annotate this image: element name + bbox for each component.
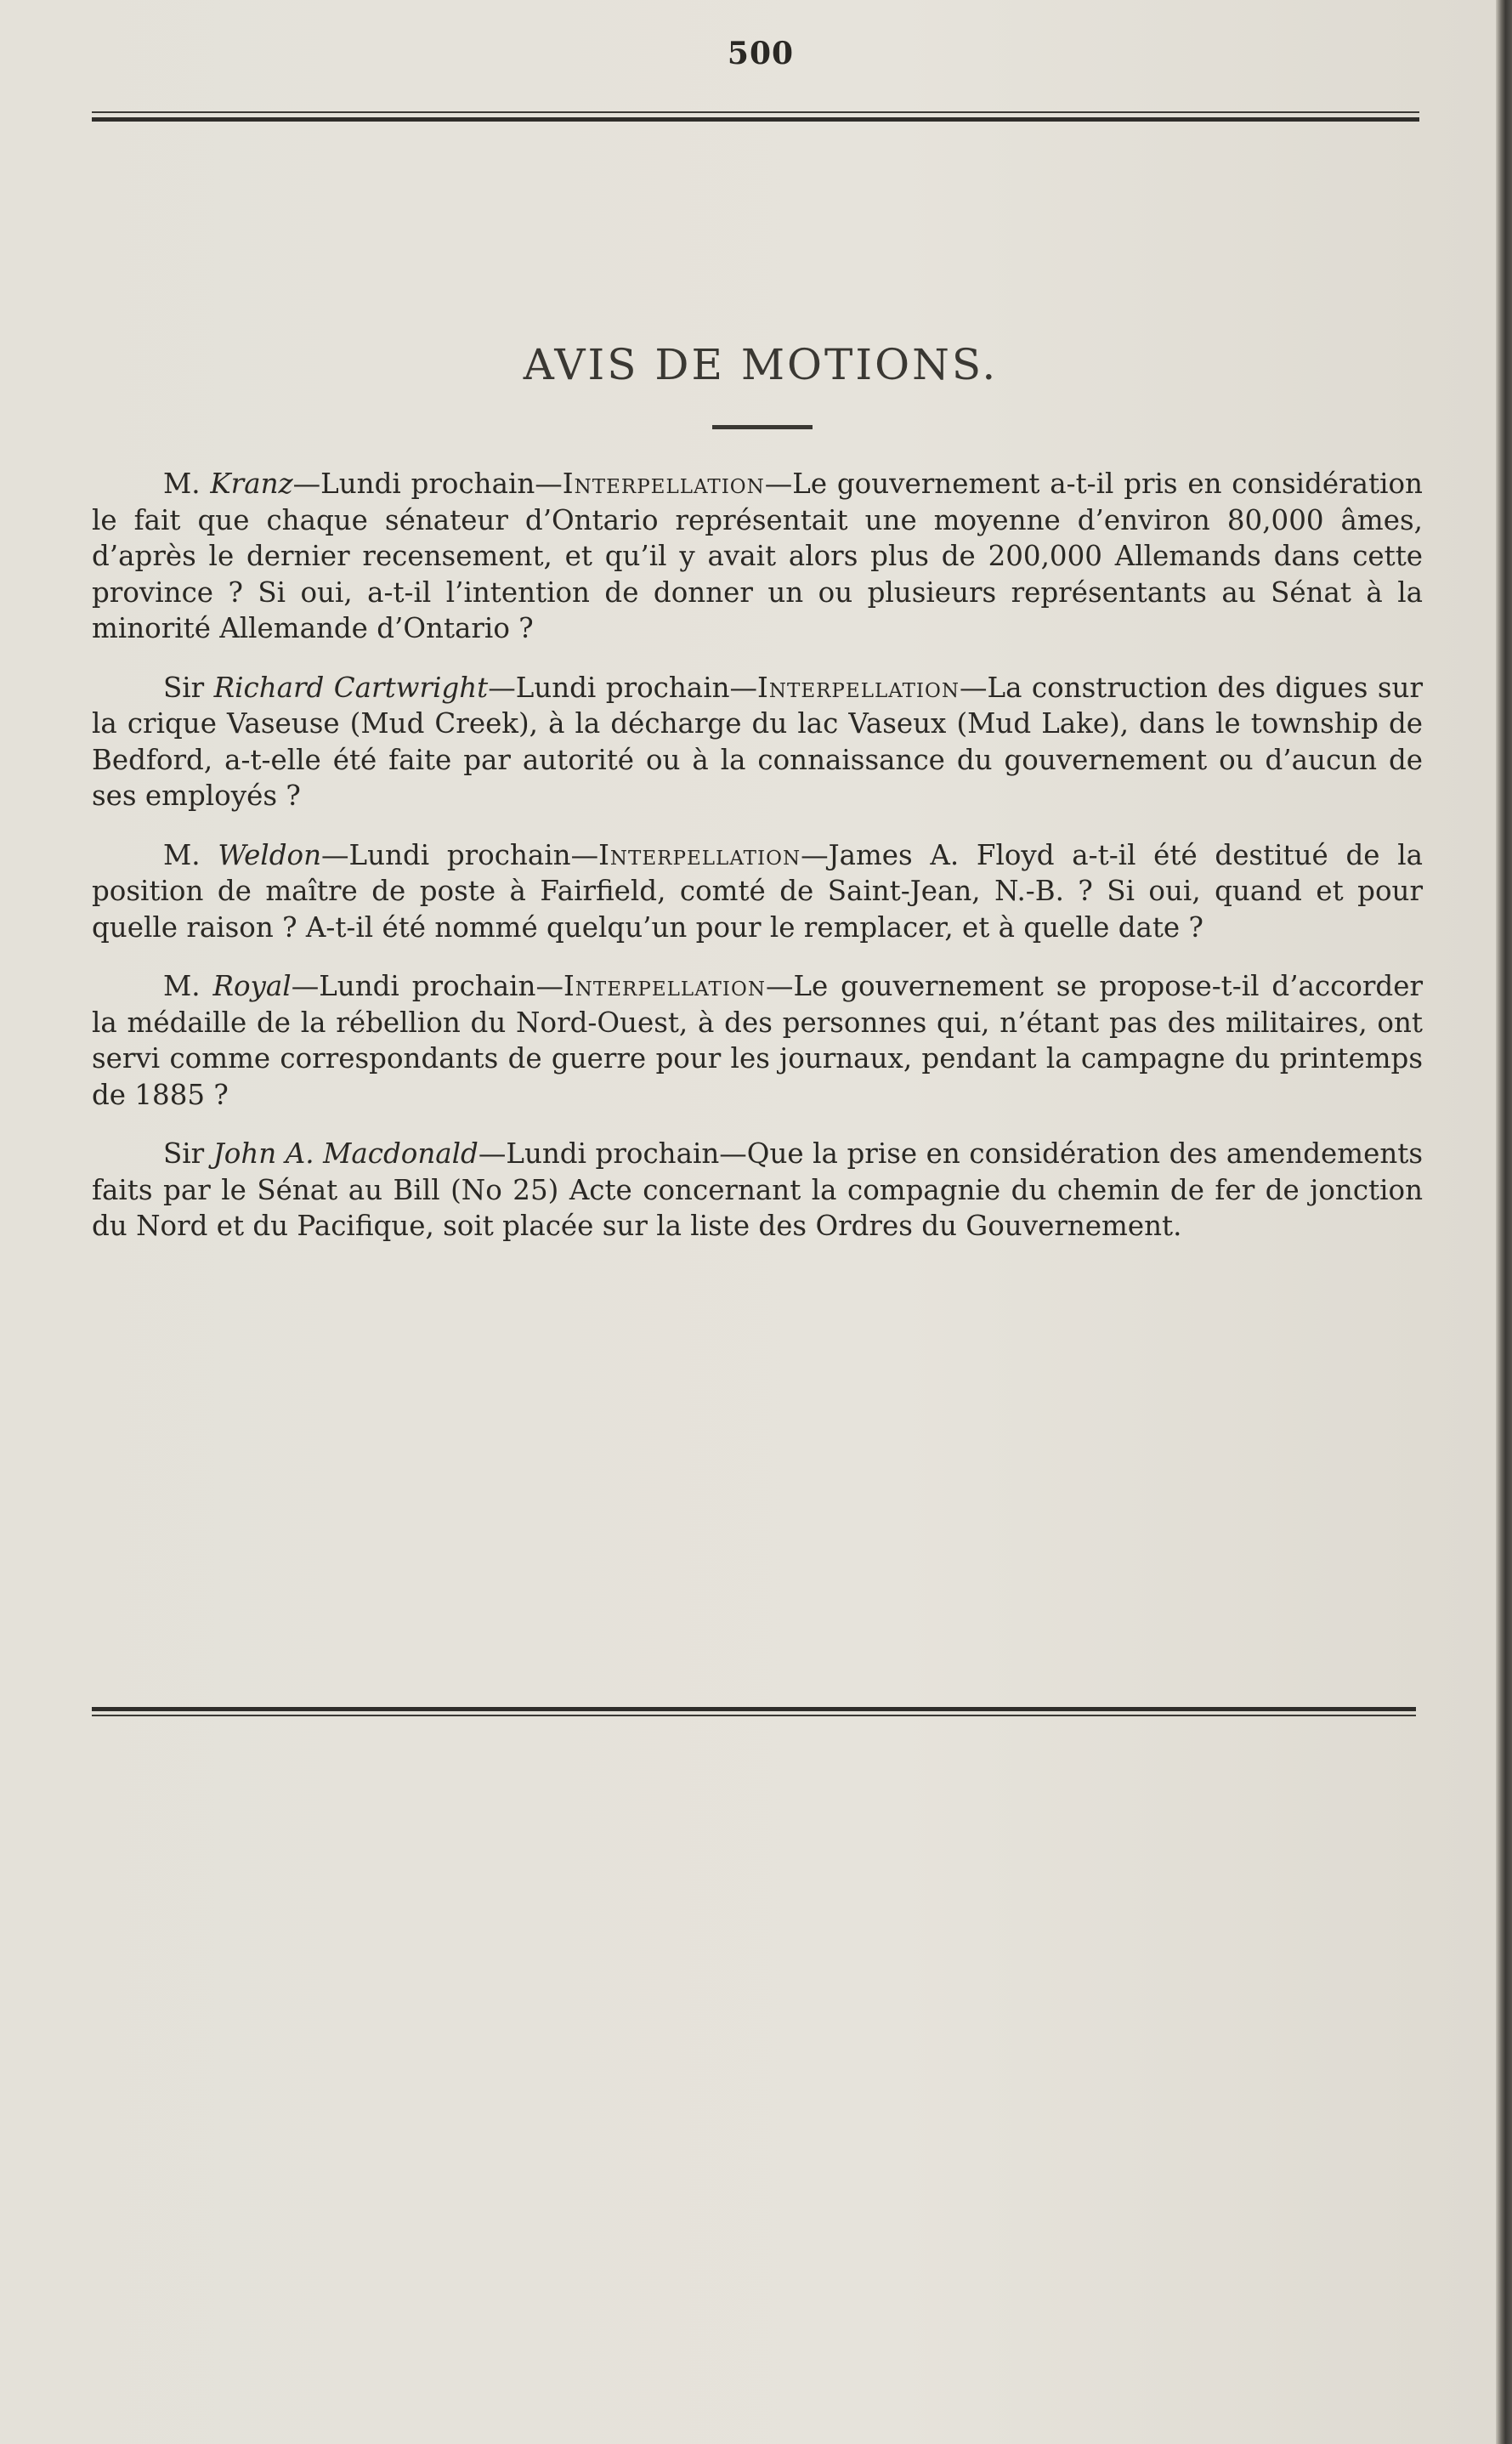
motion-date: —Lundi prochain—	[292, 468, 563, 500]
motion-text: —Le gouvernement se propose-t-il d’accorder la médaille de la rébellion du Nord-Ouest, à des personnes qui, n’étant pas des militaires, ont servi comme correspondants de guerre pour les journaux, pendant la campagne du printemps de 1885 ?	[92, 970, 1423, 1111]
motion-type: Interpellation	[598, 838, 801, 871]
footer-rule-thin	[92, 1715, 1416, 1716]
motions-list	[92, 466, 1423, 1267]
motion-text: —La construction des digues sur la crique Vaseuse (Mud Creek), à la décharge du lac Vaseux (Mud Lake), dans le township de Bedford, a-t-elle été faite par autorité ou à la connaissance du gouvernement ou d’aucun de ses employés ?	[92, 671, 1423, 812]
motion-type: Interpellation	[563, 970, 766, 1002]
page-number: 500	[727, 36, 795, 71]
motion-paragraph	[92, 837, 1423, 946]
motion-date: —Lundi prochain—	[488, 671, 758, 704]
motion-date: —Lundi prochain—	[478, 1137, 747, 1170]
member-name: John A. Macdonald	[212, 1137, 479, 1170]
motion-prefix: Sir	[163, 1137, 213, 1170]
motion-paragraph	[92, 670, 1423, 814]
motion-date: —Lundi prochain—	[321, 838, 599, 871]
footer-double-rule	[92, 1707, 1416, 1716]
title-underline-rule	[712, 425, 813, 429]
motion-prefix: M.	[163, 838, 218, 871]
motion-prefix: M.	[163, 970, 213, 1002]
member-name: Richard Cartwright	[213, 671, 489, 704]
header-double-rule	[92, 111, 1419, 122]
header-rule-thick	[92, 117, 1419, 122]
motion-paragraph	[92, 1136, 1423, 1245]
footer-rule-thick	[92, 1707, 1416, 1711]
header-rule-thin	[92, 111, 1419, 113]
motion-date: —Lundi prochain—	[291, 970, 563, 1002]
motion-prefix: Sir	[163, 671, 214, 704]
book-binding-edge	[1496, 0, 1512, 2444]
section-title: AVIS DE MOTIONS.	[523, 340, 999, 389]
member-name: Weldon	[218, 838, 321, 871]
motion-text: —Le gouvernement a-t-il pris en considération le fait que chaque sénateur d’Ontario représentait une moyenne d’environ 80,000 âmes, d’après le dernier recensement, et qu’il y avait alors plus de 200,000 Allemands dans cette province ? Si oui, a-t-il l’intention de donner un ou plusieurs représentants au Sénat à la minorité Allemande d’Ontario ?	[92, 468, 1423, 644]
member-name: Kranz	[210, 468, 293, 500]
motion-paragraph	[92, 466, 1423, 647]
motion-text: —James A. Floyd a-t-il été destitué de la position de maître de poste à Fairfield, comté de Saint-Jean, N.-B. ? Si oui, quand et pour quelle raison ? A-t-il été nommé quelqu’un pour le remplacer, et à quelle date ?	[92, 838, 1423, 944]
motion-paragraph	[92, 968, 1423, 1113]
member-name: Royal	[212, 970, 292, 1002]
motion-text: Que la prise en considération des amendements faits par le Sénat au Bill (No 25) Acte concernant la compagnie du chemin de fer de jonction du Nord et du Pacifique, soit placée sur la liste des Ordres du Gouvernement.	[92, 1137, 1424, 1242]
motion-prefix: M.	[163, 468, 211, 500]
motion-type: Interpellation	[562, 468, 765, 500]
motion-type: Interpellation	[757, 671, 960, 704]
